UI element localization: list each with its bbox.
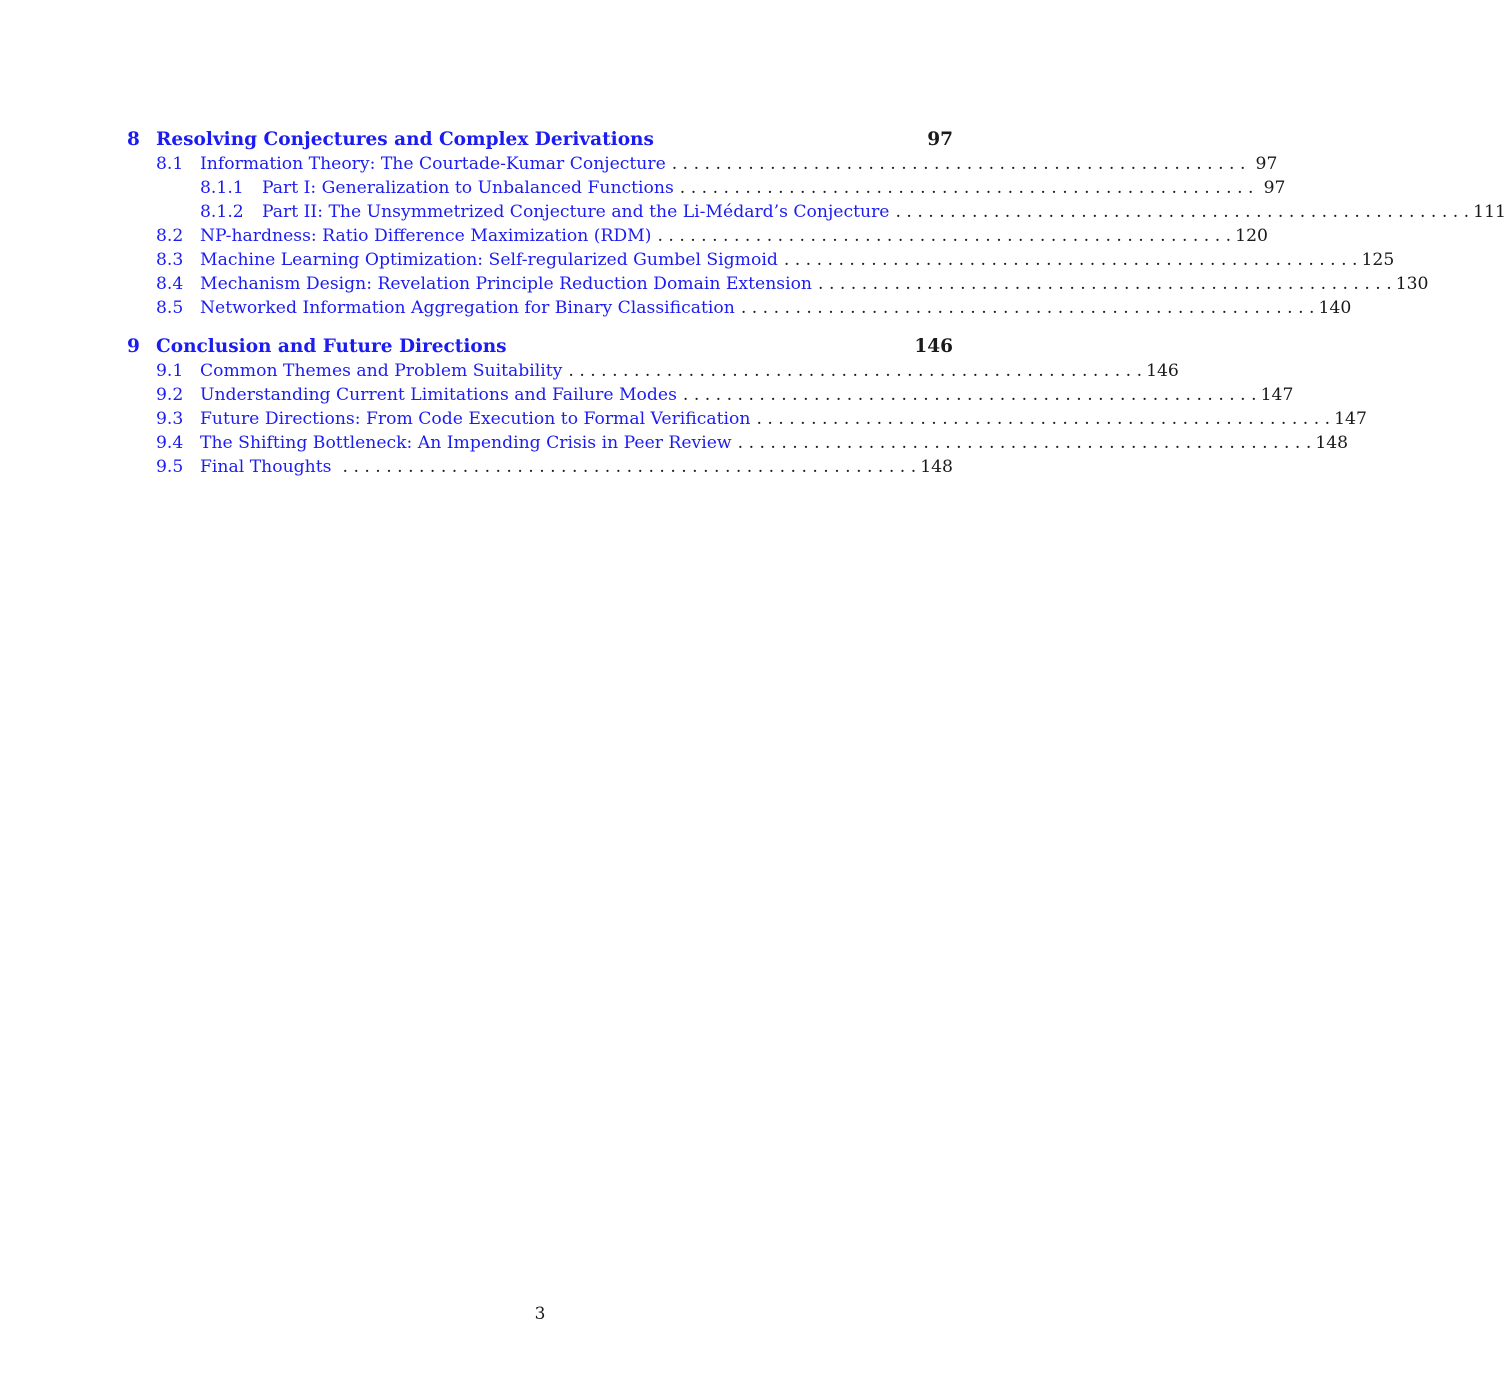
- section-number: 8.5: [156, 298, 184, 318]
- toc-section-entry[interactable]: [127, 248, 1395, 272]
- section-page-number: 148: [1315, 433, 1349, 453]
- section-number: 9.3: [156, 409, 184, 429]
- chapter-page-number: 146: [914, 336, 953, 357]
- toc-section-entry[interactable]: [127, 383, 1294, 407]
- section-page-number: 146: [1146, 361, 1179, 381]
- chapter-number: 8: [127, 129, 140, 150]
- table-of-contents: [127, 128, 1506, 494]
- dot-leader: . . . . . . . . . . . . . . . . . . . . . . . . . . . . . . . . . . . . . . . . . . . . . . . . . . . . .: [568, 361, 1143, 381]
- chapter-number: 9: [127, 336, 140, 357]
- section-title-link[interactable]: Information Theory: The Courtade-Kumar Conjecture: [200, 154, 666, 174]
- toc-section-entry[interactable]: [127, 272, 1429, 296]
- toc-section-entry[interactable]: [127, 296, 1352, 320]
- toc-section-entry[interactable]: [127, 455, 953, 479]
- dot-leader: . . . . . . . . . . . . . . . . . . . . . . . . . . . . . . . . . . . . . . . . . . . . . . . . . . . . .: [682, 385, 1257, 405]
- section-number: 9.5: [156, 457, 184, 477]
- subsection-page-number: 111: [1473, 202, 1506, 222]
- section-page-number: 120: [1235, 226, 1268, 246]
- section-title-link[interactable]: Networked Information Aggregation for Binary Classification: [200, 298, 735, 318]
- section-page-number: 97: [1255, 154, 1278, 174]
- page-number: 3: [534, 1304, 546, 1324]
- subsection-title-link[interactable]: Part II: The Unsymmetrized Conjecture and the Li-Médard’s Conjecture: [262, 202, 890, 222]
- dot-leader: . . . . . . . . . . . . . . . . . . . . . . . . . . . . . . . . . . . . . . . . . . . . . . . . . . . . .: [895, 202, 1470, 222]
- toc-section-entry[interactable]: [127, 431, 1349, 455]
- dot-leader: . . . . . . . . . . . . . . . . . . . . . . . . . . . . . . . . . . . . . . . . . . . . . . . . . . . . .: [657, 226, 1232, 246]
- section-title-link[interactable]: Future Directions: From Code Execution to Formal Verification: [200, 409, 751, 429]
- subsection-page-number: 97: [1263, 178, 1286, 198]
- dot-leader: . . . . . . . . . . . . . . . . . . . . . . . . . . . . . . . . . . . . . . . . . . . . . . . . . . . . .: [679, 178, 1254, 198]
- section-title-link[interactable]: Machine Learning Optimization: Self-regularized Gumbel Sigmoid: [200, 250, 778, 270]
- subsection-number: 8.1.2: [200, 202, 244, 222]
- section-title-link[interactable]: Common Themes and Problem Suitability: [200, 361, 563, 381]
- section-page-number: 130: [1395, 274, 1429, 294]
- toc-section-entry[interactable]: [127, 224, 1268, 248]
- section-title-link[interactable]: NP-hardness: Ratio Difference Maximization (RDM): [200, 226, 652, 246]
- section-page-number: 140: [1318, 298, 1352, 318]
- subsection-number: 8.1.1: [200, 178, 244, 198]
- toc-subsection-entry[interactable]: [127, 176, 1286, 200]
- toc-subsection-entry[interactable]: [127, 200, 1506, 224]
- toc-chapter-entry[interactable]: [127, 128, 953, 152]
- dot-leader: . . . . . . . . . . . . . . . . . . . . . . . . . . . . . . . . . . . . . . . . . . . . . . . . . . . . .: [818, 274, 1392, 294]
- section-number: 8.4: [156, 274, 184, 294]
- toc-section-entry[interactable]: [127, 152, 1278, 176]
- dot-leader: . . . . . . . . . . . . . . . . . . . . . . . . . . . . . . . . . . . . . . . . . . . . . . . . . . . . .: [342, 457, 917, 477]
- chapter-page-number: 97: [927, 129, 953, 150]
- chapter-title-link[interactable]: Conclusion and Future Directions: [156, 336, 507, 357]
- section-number: 8.2: [156, 226, 184, 246]
- dot-leader: . . . . . . . . . . . . . . . . . . . . . . . . . . . . . . . . . . . . . . . . . . . . . . . . . . . . .: [737, 433, 1312, 453]
- dot-leader: . . . . . . . . . . . . . . . . . . . . . . . . . . . . . . . . . . . . . . . . . . . . . . . . . . . . .: [783, 250, 1358, 270]
- toc-section-entry[interactable]: [127, 407, 1367, 431]
- section-number: 9.4: [156, 433, 184, 453]
- section-number: 9.2: [156, 385, 184, 405]
- section-title-link[interactable]: Understanding Current Limitations and Failure Modes: [200, 385, 677, 405]
- toc-chapter-entry[interactable]: [127, 335, 953, 359]
- section-page-number: 147: [1260, 385, 1294, 405]
- chapter-title-link[interactable]: Resolving Conjectures and Complex Derivations: [156, 129, 654, 150]
- section-title-link[interactable]: Final Thoughts: [200, 457, 332, 477]
- dot-leader: . . . . . . . . . . . . . . . . . . . . . . . . . . . . . . . . . . . . . . . . . . . . . . . . . . . . .: [740, 298, 1315, 318]
- section-page-number: 125: [1361, 250, 1395, 270]
- dot-leader: . . . . . . . . . . . . . . . . . . . . . . . . . . . . . . . . . . . . . . . . . . . . . . . . . . . . .: [756, 409, 1331, 429]
- section-number: 8.1: [156, 154, 184, 174]
- section-title-link[interactable]: Mechanism Design: Revelation Principle Reduction Domain Extension: [200, 274, 813, 294]
- toc-chapter-9: [127, 335, 1367, 479]
- toc-chapter-8: [127, 128, 1506, 320]
- section-page-number: 148: [920, 457, 953, 477]
- section-number: 8.3: [156, 250, 184, 270]
- section-page-number: 147: [1334, 409, 1367, 429]
- subsection-title-link[interactable]: Part I: Generalization to Unbalanced Functions: [262, 178, 674, 198]
- section-number: 9.1: [156, 361, 184, 381]
- section-title-link[interactable]: The Shifting Bottleneck: An Impending Crisis in Peer Review: [200, 433, 732, 453]
- dot-leader: . . . . . . . . . . . . . . . . . . . . . . . . . . . . . . . . . . . . . . . . . . . . . . . . . . . . .: [671, 154, 1246, 174]
- toc-section-entry[interactable]: [127, 359, 1179, 383]
